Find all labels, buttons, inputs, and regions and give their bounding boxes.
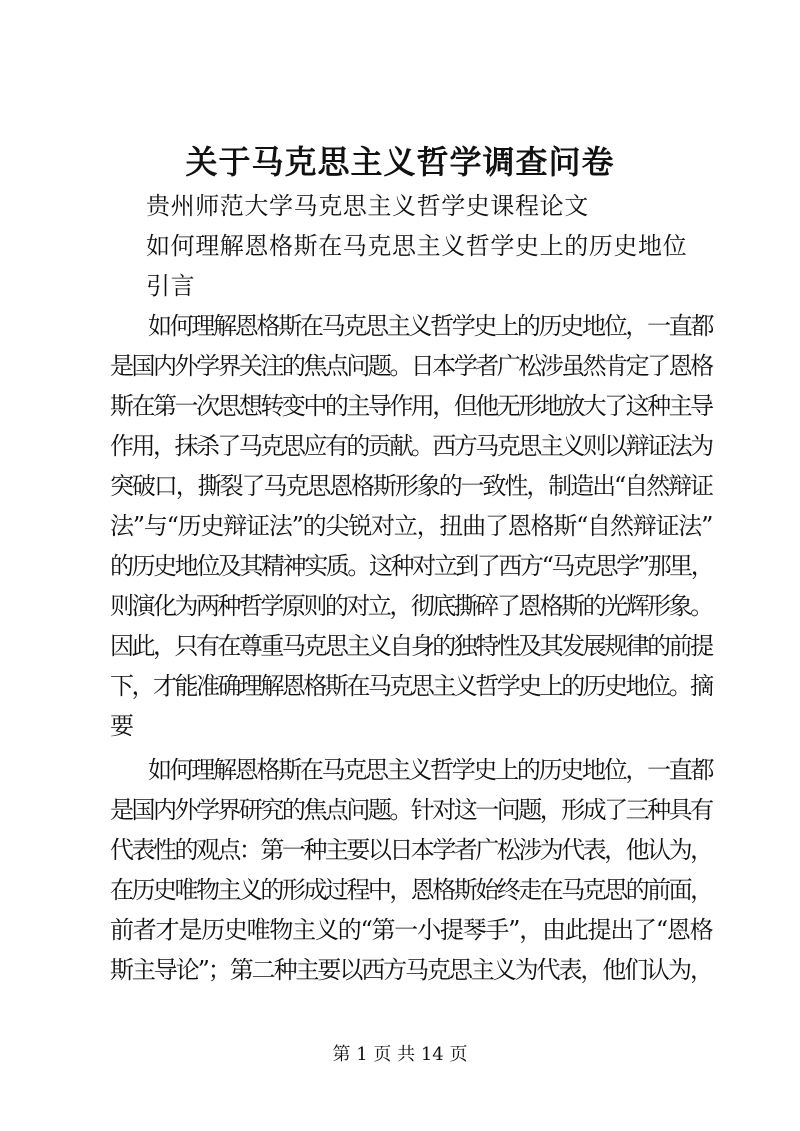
paragraph1-line: 则演化为两种哲学原则的对立，彻底撕碎了恩格斯的光辉形象。: [110, 592, 712, 620]
paragraph2-line: 在历史唯物主义的形成过程中，恩格斯始终走在马克思的前面，: [110, 876, 712, 904]
subheading-course-paper: 贵州师范大学马克思主义哲学史课程论文: [146, 192, 589, 220]
paragraph1-line: 法”与“历史辩证法”的尖锐对立，扭曲了恩格斯“自然辩证法”: [110, 512, 713, 540]
paragraph2-line: 斯主导论”；第二种主要以西方马克思主义为代表，他们认为，: [110, 956, 712, 984]
paragraph1-line: 是国内外学界关注的焦点问题。日本学者广松涉虽然肯定了恩格: [110, 352, 712, 380]
paragraph2-line: 代表性的观点：第一种主要以日本学者广松涉为代表，他认为，: [110, 836, 712, 864]
paragraph1-line: 突破口，撕裂了马克思恩格斯形象的一致性，制造出“自然辩证: [110, 472, 712, 500]
paragraph1-line: 下，才能准确理解恩格斯在马克思主义哲学史上的历史地位。摘: [110, 672, 712, 700]
paragraph1-line: 因此，只有在尊重马克思主义自身的独特性及其发展规律的前提: [110, 632, 712, 660]
paragraph2-line: 是国内外学界研究的焦点问题。针对这一问题，形成了三种具有: [110, 796, 712, 824]
document-title: 关于马克思主义哲学调查问卷: [185, 143, 615, 181]
paragraph2-line: 如何理解恩格斯在马克思主义哲学史上的历史地位，一直都: [148, 756, 713, 784]
paragraph1-line: 作用，抹杀了马克思应有的贡献。西方马克思主义则以辩证法为: [110, 432, 712, 460]
page-footer: 第 1 页 共 14 页: [332, 1044, 468, 1065]
paragraph1-line: 要: [110, 712, 136, 740]
subheading-topic: 如何理解恩格斯在马克思主义哲学史上的历史地位: [146, 232, 688, 260]
paragraph2-line: 前者才是历史唯物主义的“第一小提琴手”，由此提出了“恩格: [110, 916, 713, 944]
paragraph1-line: 如何理解恩格斯在马克思主义哲学史上的历史地位，一直都: [148, 312, 713, 340]
paragraph1-line: 斯在第一次思想转变中的主导作用，但他无形地放大了这种主导: [110, 392, 712, 420]
subheading-introduction: 引言: [146, 272, 196, 300]
paragraph1-line: 的历史地位及其精神实质。这种对立到了西方“马克思学”那里，: [110, 552, 713, 580]
